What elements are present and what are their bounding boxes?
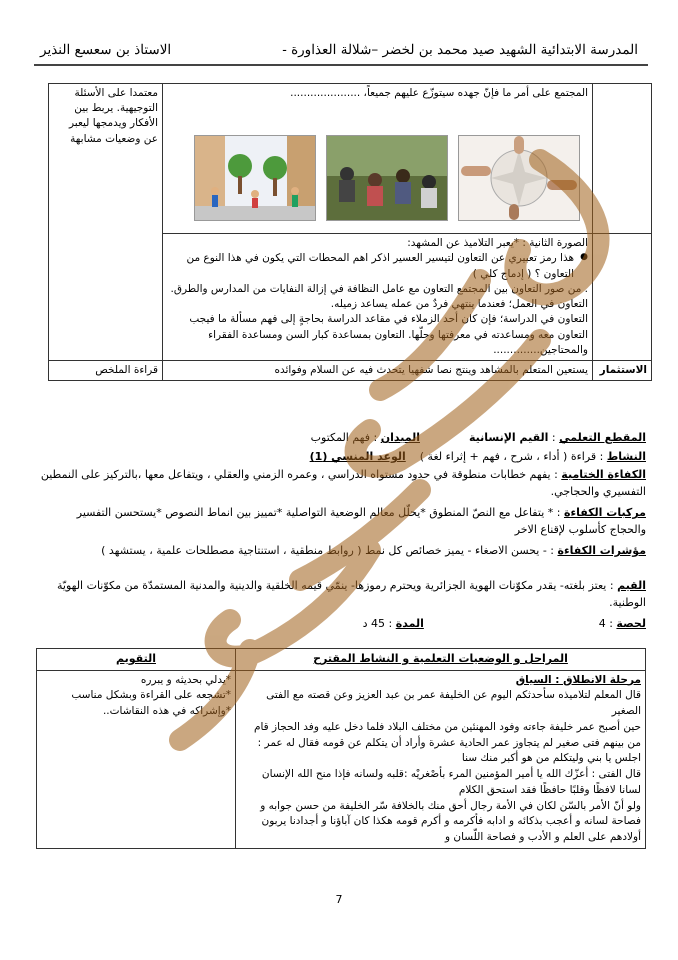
eval-line-3: *وإشراكه في هذه النقاشات..	[102, 705, 231, 717]
eval-list-cell	[37, 670, 236, 848]
unit-title: الوعد المنسي (1)	[309, 450, 406, 463]
text-line-3: . من صور التعاون بين المجتمع التعاون مع عامل النظافة في إزالة النفايات من المدارس والطرق. التعاون في العمل؛ فعندما ينتهي فردٌ من عمله يساعد زميله.	[170, 282, 588, 311]
text-line-1: الصورة الثانية : *يعبر التلاميذ عن المشهد:	[407, 237, 588, 250]
session-line: لحصة : 4 المدة : 45 د	[362, 617, 646, 630]
lesson-table-bottom	[36, 648, 646, 849]
page-header	[40, 40, 638, 64]
values: القيم : يعتز بلغته- يقدر مكوّنات الهوية الجزائرية ويحترم رموزها- ينمّي قيمه الخلقية والدينية والمدنية المستمدّة من مكوّنات الهويّة الوطنية.	[56, 579, 646, 609]
eval-line-2: *تشجعه على القراءة وبشكل مناسب	[71, 689, 231, 702]
header-divider	[34, 64, 648, 66]
duration-label: المدة	[395, 617, 424, 630]
investment-label: الاستثمار	[593, 360, 652, 380]
photos-strip	[167, 101, 588, 231]
steps-cell	[236, 670, 646, 848]
segment-value: القيم الإنسانية	[468, 431, 549, 444]
indicators: مؤشرات الكفاءة : - يحسن الاصغاء - يميز خصائص كل نمط ( روابط منطقية ، استنتاجية مصطلحات علمية ، يستشهد )	[101, 544, 646, 557]
indicators-value: - يحسن الاصغاء - يميز خصائص كل نمط ( روابط منطقية ، استنتاجية مصطلحات علمية ، يستشهد )	[101, 544, 547, 557]
teacher-name: الاستاذ بن سعسع النذير	[40, 42, 172, 58]
text-line-4: التعاون في الدراسة؛ فإن كان أحد الزملاء في مقاعد الدراسة بحاجةٍ إلى فهم مسألة ما فيجب التعاون معه ومساعدته في معرفتها وحلّها. التعاون بمساعدة كبار السن ومساعدة الفقراء والمحتاجين..............	[189, 313, 588, 356]
page-number: 7	[335, 893, 343, 906]
components-value: * يتفاعل مع النصّ المنطوق *يحلّل معالم الوضعية التواصلية *تمييز بين انماط النصوص *يستحسن التفسير والحجاج كأسلوب لإقناع الاخر	[76, 506, 646, 536]
segment-label: المقطع التعلمي	[559, 431, 646, 444]
row1b-label-cell	[593, 234, 652, 361]
school-name: المدرسة الابتدائية الشهيد صيد محمد بن لخضر –شلالة العذاورة -	[282, 42, 638, 58]
head-steps: المراحل و الوضعيات التعلمية و النشاط المقترح	[236, 649, 646, 671]
indicators-label: مؤشرات الكفاءة	[557, 544, 646, 557]
hands-puzzle-image	[458, 135, 580, 221]
summary-reading: قراءة الملخص	[49, 360, 163, 380]
activity-line: النشاط : قراءة ( أداء ، شرح ، فهم + إثراء لغة ) الوعد المنسي (1)	[309, 450, 646, 463]
duration-value: 45 د	[362, 617, 386, 630]
phase-label: مرحلة الانطلاق : السياق	[515, 673, 641, 686]
components: مركبات الكفاءة : * يتفاعل مع النصّ المنطوق *يحلّل معالم الوضعية التواصلية *تمييز بين انماط النصوص *يستحسن التفسير والحجاج كأسلوب لإقناع الاخر	[76, 506, 646, 536]
head-eval: التقويم	[37, 649, 236, 671]
segment-line: المقطع التعلمي : القيم الإنسانية الميدان : فهم المكتوب	[310, 431, 646, 444]
story-line-2: حين أصبح عمر خليفة جاءته وفود المهنئين من مختلف البلاد فلما دخل عليه وفد الحجاز قام من بينهم فتى صغير لم يتجاوز عمر الحادية عشرة وأراد أن يتكلم عن قومه فقال له عمر :	[253, 720, 641, 749]
final-comp-value: يفهم خطابات منطوقة في حدود مستواه الدراسي ، وعمره الزمني والعقلي ، ويتفاعل معها ،بالتركيز على النمطين التفسيري والحجاجي.	[40, 468, 646, 498]
story-line-3: اجلس يا بني وليتكلم من هو أكبر منك سنا	[461, 752, 641, 765]
intro-line: المجتمع على أمر ما فإنّ جهده سيتوزّع عليهم جميعاً، .....................	[290, 87, 588, 99]
story-line-5: ولو أنّ الأمر بالسّن لكان في الأمة رجال أحق منك بالخلافة سّر الخليفة من حسن جوابه و فصاحة لسانه و أعجب بذكائه و ادابه فأكرمه و أكرم قومه هكذا كان آباؤنا و أجدادنا يربون أولادهم على العلم و الأدب و فصاحة اللّسان و	[260, 799, 641, 843]
row1-label-cell	[593, 84, 652, 234]
children-cooperating-image	[194, 135, 316, 221]
field-value: فهم المكتوب	[310, 431, 371, 444]
row1b-content-cell	[163, 234, 593, 361]
field-label: الميدان	[380, 431, 420, 444]
eval-line-1: *يدلي بحديثه و يبرره	[140, 673, 231, 686]
components-label: مركبات الكفاءة	[563, 506, 646, 519]
story-line-4: قال الفتى : أعزّك الله يا أمير المؤمنين المرء بأصْغريْه :قلبه ولسانه فإذا منح الله الإنسان لسانا لافظًا وقلبًا حافظًا فقد استحق الكلام	[261, 768, 641, 796]
activity-value: قراءة ( أداء ، شرح ، فهم + إثراء لغة )	[419, 450, 597, 463]
final-comp-label: الكفاءة الختامية	[561, 468, 646, 481]
row1-content-cell	[163, 84, 593, 234]
final-competence: الكفاءة الختامية : يفهم خطابات منطوقة في حدود مستواه الدراسي ، وعمره الزمني والعقلي ، ويتفاعل معها ،بالتركيز على النمطين التفسيري والحجاجي.	[40, 468, 646, 498]
eval-cell: معتمدا على الأسئلة التوجيهية. يربط بين الأفكار ويدمجها ليعبر عن وضعيات مشابهة	[49, 84, 163, 361]
session-label: لحصة	[616, 617, 646, 630]
activity-label: النشاط	[606, 450, 646, 463]
text-line-2: ● هذا رمز تعبيري عن التعاون لتيسير العسير اذكر اهم المحطات التي يكون في هذا النوع من التعاون ؟ ( إدماج كلي )	[167, 251, 588, 281]
investment-text: يستعين المتعلم بالمشاهد وينتج نصا شفهيا يتحدث فيه عن السلام وفوائده	[163, 360, 593, 380]
session-value: 4	[598, 617, 606, 630]
lesson-table-top	[48, 83, 652, 381]
values-value: يعتز بلغته- يقدر مكوّنات الهوية الجزائرية ويحترم رموزها- ينمّي قيمه الخلقية والدينية والمدنية المستمدّة من مكوّنات الهويّة الوطنية.	[56, 579, 646, 609]
group-cleaning-image	[326, 135, 448, 221]
values-label: القيم	[617, 579, 646, 592]
story-line-1: قال المعلم لتلاميذه سأحدثكم اليوم عن الخليفة عمر بن عبد العزيز وعن قصته مع الفتى الصغير	[266, 689, 641, 717]
